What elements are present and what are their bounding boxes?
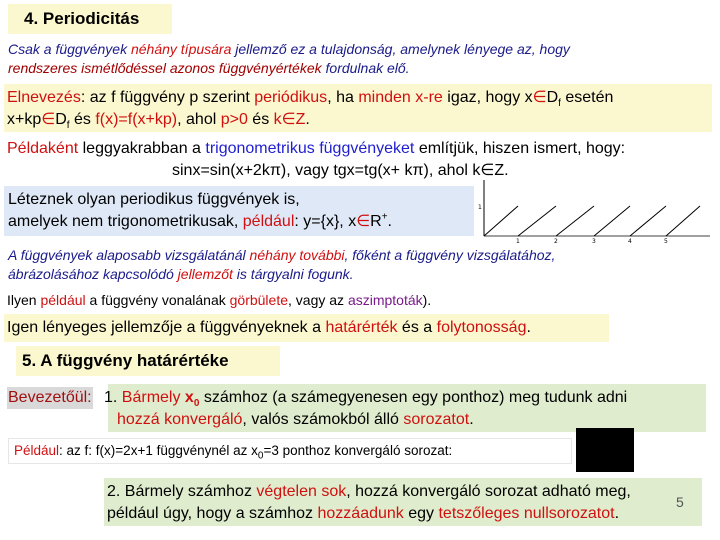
x-tick-label-2: 2: [554, 238, 558, 245]
intro-limit-text: 1. Bármely $x_0$ számhoz (a számegyenesen egy ponthoz) meg tudunk adni hozzá konvergáló, valós számokból álló sorozatot.: [104, 389, 628, 428]
x-tick-label-3: 3: [592, 238, 596, 245]
intro-limit-label: Bevezetőül:: [7, 387, 93, 409]
y-tick-label: 1: [478, 204, 482, 211]
section-title-periodicity-text: 4. Periodicitás: [24, 9, 140, 28]
page-number: 5: [676, 494, 684, 510]
saw-segment-3: [556, 206, 594, 236]
x-tick-label-1: 1: [516, 238, 520, 245]
saw-segment-2: [518, 206, 556, 236]
example-limit-text: Például: az f: f(x)=2x+1 függvénynél az $x_0=3$ ponthoz konvergáló sorozat:: [14, 443, 453, 462]
saw-segment-4: [594, 206, 630, 236]
saw-segment-1: [484, 206, 518, 236]
x-tick-label-4: 4: [628, 238, 632, 245]
sequence-image-placeholder: [576, 428, 634, 472]
fractional-part-graph: [474, 176, 714, 248]
further-properties-paragraph: A függvények alaposabb vizsgálatánál néhány további, főként a függvény vizsgálatához, ábrázolásához kapcsolódó jellemzőt is tárgyalni fogunk.: [8, 247, 556, 282]
trig-identities: sinx=sin(x+2kπ), vagy tgx=tg(x+ kπ), ahol k∈Z.: [172, 162, 509, 179]
non-trig-periodic-text: Léteznek olyan periodikus függvények is, amelyek nem trigonometrikusak, például: y={x}, x∈R+.: [8, 191, 392, 230]
saw-segment-5: [630, 206, 666, 236]
definition-text: Elnevezés: az f függvény p szerint periódikus, ha minden x-re igaz, hogy $x\in D_f$ esetén $x+kp\in D_f$ és f(x)=f(x+kp), ahol p>0 és k∈Z.: [7, 89, 614, 132]
limit-continuity-text: Igen lényeges jellemzője a függvényeknek a határérték és a folytonosság.: [7, 319, 531, 336]
point-two-text: 2. Bármely számhoz végtelen sok, hozzá konvergáló sorozat adható meg, például úgy, hogy a számhoz hozzáadunk egy tetszőleges nullsorozatot.: [107, 483, 631, 522]
curvature-line: Ilyen például a függvény vonalának görbülete, vagy az aszimptoták).: [7, 292, 432, 308]
saw-segment-6: [666, 206, 700, 236]
x-tick-label-5: 5: [664, 238, 668, 245]
intro-paragraph: Csak a függvények néhány típusára jellemző ez a tulajdonság, amelynek lényege az, hogy rendszeres ismétlődéssel azonos függvényértékek fordulnak elő.: [8, 41, 570, 76]
section-title-limit-text: 5. A függvény határértéke: [22, 351, 229, 370]
example-paragraph: Példaként leggyakrabban a trigonometrikus függvényeket említjük, hiszen ismert, hogy:: [7, 140, 626, 157]
